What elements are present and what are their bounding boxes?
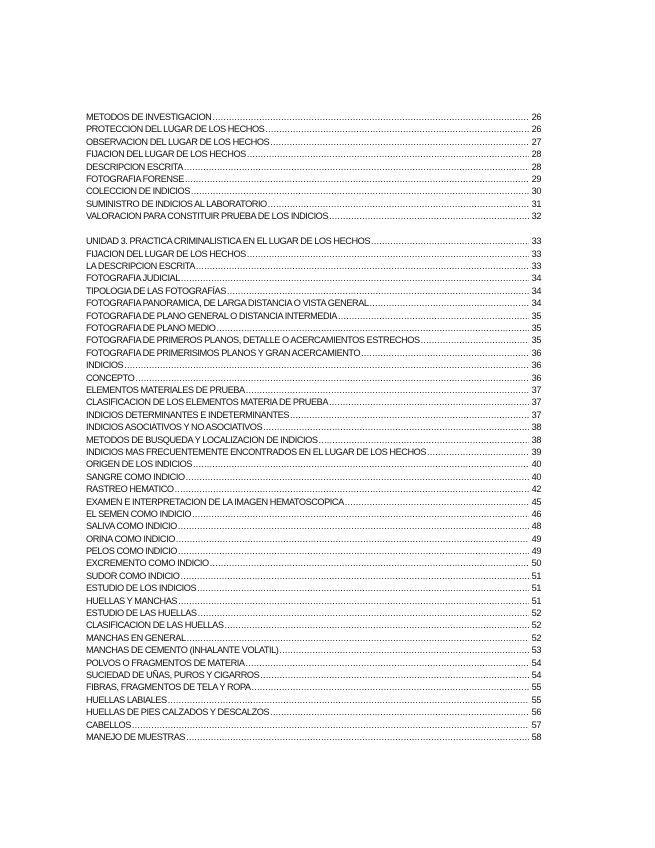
toc-entry-page-number: 52 <box>531 632 541 643</box>
toc-entry-title: COLECCION DE INDICIOS <box>86 186 190 197</box>
toc-entry <box>86 285 541 297</box>
toc-entry <box>86 272 541 284</box>
toc-entry-title: LA DESCRIPCION ESCRITA <box>86 261 195 272</box>
toc-group <box>86 111 541 223</box>
toc-dot-leader <box>290 409 529 421</box>
toc-entry <box>86 148 541 160</box>
toc-dot-leader <box>192 508 529 520</box>
toc-dot-leader <box>212 111 529 123</box>
toc-dot-leader <box>175 483 529 495</box>
toc-entry <box>86 235 541 247</box>
toc-entry <box>86 607 541 619</box>
toc-dot-leader <box>185 173 529 185</box>
toc-entry-page-number: 35 <box>531 323 541 334</box>
toc-dot-leader <box>265 123 529 135</box>
toc-entry <box>86 359 541 371</box>
table-of-contents <box>86 111 541 743</box>
toc-entry-page-number: 33 <box>531 236 541 247</box>
toc-entry <box>86 644 541 656</box>
toc-dot-leader <box>270 136 529 148</box>
toc-entry-page-number: 39 <box>531 446 541 457</box>
toc-dot-leader <box>338 310 529 322</box>
toc-dot-leader <box>180 570 529 582</box>
toc-entry-page-number: 58 <box>531 731 541 742</box>
toc-entry-title: INDICIOS ASOCIATIVOS Y NO ASOCIATIVOS <box>86 422 263 433</box>
toc-entry-page-number: 42 <box>531 484 541 495</box>
toc-entry <box>86 409 541 421</box>
toc-entry-page-number: 49 <box>531 546 541 557</box>
toc-entry <box>86 533 541 545</box>
toc-dot-leader <box>263 421 529 433</box>
toc-dot-leader <box>270 706 529 718</box>
toc-entry-page-number: 45 <box>531 496 541 507</box>
toc-entry-title: OBSERVACION DEL LUGAR DE LOS HECHOS <box>86 136 270 147</box>
toc-entry-title: FOTOGRAFIA PANORAMICA, DE LARGA DISTANCIA O VISTA GENERAL <box>86 298 369 309</box>
toc-entry <box>86 334 541 346</box>
toc-dot-leader <box>252 681 529 693</box>
toc-entry <box>86 706 541 718</box>
toc-entry <box>86 719 541 731</box>
toc-entry-title: SUMINISTRO DE INDICIOS AL LABORATORIO <box>86 198 267 209</box>
toc-entry-page-number: 53 <box>531 645 541 656</box>
toc-entry-page-number: 51 <box>531 583 541 594</box>
toc-entry-title: MANCHAS DE CEMENTO (INHALANTE VOLATIL) <box>86 645 279 656</box>
toc-entry <box>86 421 541 433</box>
toc-entry-title: HUELLAS Y MANCHAS <box>86 595 178 606</box>
toc-entry <box>86 297 541 309</box>
toc-entry-title: FOTOGRAFIA JUDICIAL <box>86 273 180 284</box>
toc-entry-page-number: 51 <box>531 595 541 606</box>
toc-entry-title: VALORACION PARA CONSTITUIR PRUEBA DE LOS INDICIOS <box>86 211 329 222</box>
toc-entry <box>86 384 541 396</box>
toc-entry <box>86 248 541 260</box>
toc-dot-leader <box>178 520 529 532</box>
toc-dot-leader <box>186 731 529 743</box>
toc-dot-leader <box>198 607 529 619</box>
toc-entry-page-number: 36 <box>531 360 541 371</box>
toc-dot-leader <box>184 161 529 173</box>
toc-entry-title: MANEJO DE MUESTRAS <box>86 731 186 742</box>
toc-entry <box>86 161 541 173</box>
toc-entry-page-number: 56 <box>531 707 541 718</box>
toc-entry-title: FIJACION DEL LUGAR DE LOS HECHOS <box>86 149 246 160</box>
toc-entry-page-number: 37 <box>531 409 541 420</box>
toc-entry <box>86 669 541 681</box>
toc-entry-page-number: 50 <box>531 558 541 569</box>
toc-dot-leader <box>124 359 529 371</box>
toc-dot-leader <box>371 235 529 247</box>
toc-entry <box>86 557 541 569</box>
toc-entry-title: EXCREMENTO COMO INDICIO <box>86 558 209 569</box>
toc-entry-page-number: 57 <box>531 719 541 730</box>
toc-entry-title: FOTOGRAFIA DE PRIMERISIMOS PLANOS Y GRAN ACERCAMIENTO <box>86 347 361 358</box>
toc-entry-title: CLASIFICACION DE LOS ELEMENTOS MATERIA DE PRUEBA <box>86 397 329 408</box>
toc-entry-page-number: 37 <box>531 397 541 408</box>
toc-entry-title: EL SEMEN COMO INDICIO <box>86 508 192 519</box>
toc-entry-page-number: 36 <box>531 372 541 383</box>
toc-entry-title: SUDOR COMO INDICIO <box>86 570 180 581</box>
toc-entry-page-number: 38 <box>531 434 541 445</box>
toc-entry <box>86 446 541 458</box>
toc-entry <box>86 458 541 470</box>
toc-group <box>86 235 541 743</box>
toc-entry <box>86 210 541 222</box>
toc-entry <box>86 632 541 644</box>
toc-entry-title: RASTREO HEMATICO <box>86 484 174 495</box>
toc-entry-title: HUELLAS DE PIES CALZADOS Y DESCALZOS <box>86 707 270 718</box>
toc-dot-leader <box>246 657 529 669</box>
toc-dot-leader <box>427 446 529 458</box>
toc-entry-title: POLVOS O FRAGMENTOS DE MATERIA <box>86 657 245 668</box>
toc-dot-leader <box>246 384 529 396</box>
toc-dot-leader <box>279 644 529 656</box>
toc-entry-page-number: 37 <box>531 384 541 395</box>
toc-entry-title: PELOS COMO INDICIO <box>86 546 177 557</box>
toc-entry <box>86 520 541 532</box>
toc-entry-title: CONCEPTO <box>86 372 135 383</box>
toc-dot-leader <box>181 272 529 284</box>
toc-entry <box>86 657 541 669</box>
toc-entry-title: SANGRE COMO INDICIO <box>86 471 185 482</box>
toc-entry <box>86 595 541 607</box>
toc-dot-leader <box>135 372 529 384</box>
toc-entry <box>86 322 541 334</box>
toc-entry-title: ORIGEN DE LOS INDICIOS <box>86 459 192 470</box>
toc-entry-page-number: 34 <box>531 298 541 309</box>
toc-dot-leader <box>186 471 529 483</box>
toc-entry-page-number: 38 <box>531 422 541 433</box>
toc-dot-leader <box>210 557 529 569</box>
toc-entry <box>86 136 541 148</box>
toc-dot-leader <box>247 148 529 160</box>
toc-entry-title: FOTOGRAFIA DE PLANO MEDIO <box>86 323 216 334</box>
toc-dot-leader <box>197 582 529 594</box>
toc-dot-leader <box>196 260 529 272</box>
toc-entry <box>86 483 541 495</box>
toc-dot-leader <box>319 434 529 446</box>
toc-entry <box>86 545 541 557</box>
toc-entry-page-number: 31 <box>531 198 541 209</box>
toc-dot-leader <box>191 185 529 197</box>
toc-entry-page-number: 40 <box>531 471 541 482</box>
toc-dot-leader <box>329 396 529 408</box>
toc-dot-leader <box>178 545 529 557</box>
toc-entry-title: FIJACION DEL LUGAR DE LOS HECHOS <box>86 248 246 259</box>
toc-entry <box>86 570 541 582</box>
toc-entry <box>86 173 541 185</box>
toc-entry-title: METODOS DE INVESTIGACION <box>86 111 212 122</box>
toc-entry-title: INDICIOS <box>86 360 124 371</box>
toc-entry-title: SUCIEDAD DE UÑAS, PUROS Y CIGARROS <box>86 669 260 680</box>
toc-entry <box>86 111 541 123</box>
toc-dot-leader <box>247 248 529 260</box>
toc-entry-page-number: 33 <box>531 261 541 272</box>
toc-entry-title: METODOS DE BUSQUEDA Y LOCALIZACION DE INDICIOS <box>86 434 318 445</box>
toc-dot-leader <box>268 198 529 210</box>
toc-entry <box>86 619 541 631</box>
toc-entry-title: INDICIOS MAS FRECUENTEMENTE ENCONTRADOS EN EL LUGAR DE LOS HECHOS <box>86 446 427 457</box>
toc-entry-title: INDICIOS DETERMINANTES E INDETERMINANTES <box>86 409 290 420</box>
toc-entry-title: ORINA COMO INDICIO <box>86 533 175 544</box>
toc-entry-page-number: 33 <box>531 248 541 259</box>
toc-entry-title: ESTUDIO DE LOS INDICIOS <box>86 583 197 594</box>
toc-entry-title: EXAMEN E INTERPRETACION DE LA IMAGEN HEMATOSCOPICA <box>86 496 344 507</box>
toc-dot-leader <box>187 632 529 644</box>
toc-entry <box>86 496 541 508</box>
toc-entry <box>86 731 541 743</box>
toc-entry <box>86 198 541 210</box>
toc-entry-page-number: 54 <box>531 657 541 668</box>
toc-entry-page-number: 54 <box>531 669 541 680</box>
toc-dot-leader <box>225 619 529 631</box>
toc-entry-title: FOTOGRAFIA FORENSE <box>86 173 184 184</box>
toc-entry <box>86 260 541 272</box>
toc-entry-page-number: 28 <box>531 149 541 160</box>
toc-entry <box>86 681 541 693</box>
toc-entry-page-number: 49 <box>531 533 541 544</box>
toc-dot-leader <box>193 458 529 470</box>
toc-entry <box>86 396 541 408</box>
toc-entry <box>86 372 541 384</box>
toc-entry-title: FOTOGRAFIA DE PLANO GENERAL O DISTANCIA INTERMEDIA <box>86 310 337 321</box>
toc-dot-leader <box>168 694 529 706</box>
toc-dot-leader <box>345 496 529 508</box>
toc-entry <box>86 310 541 322</box>
toc-entry-title: FIBRAS, FRAGMENTOS DE TELA Y ROPA <box>86 682 251 693</box>
toc-entry-page-number: 35 <box>531 335 541 346</box>
toc-entry-title: ESTUDIO DE LAS HUELLAS <box>86 608 197 619</box>
toc-entry-page-number: 51 <box>531 570 541 581</box>
toc-entry-page-number: 26 <box>531 111 541 122</box>
toc-entry <box>86 123 541 135</box>
toc-entry-page-number: 28 <box>531 161 541 172</box>
toc-entry-title: HUELLAS LABIALES <box>86 694 167 705</box>
toc-entry <box>86 471 541 483</box>
toc-entry-page-number: 55 <box>531 682 541 693</box>
toc-dot-leader <box>216 322 529 334</box>
toc-entry-title: FOTOGRAFIA DE PRIMEROS PLANOS, DETALLE O ACERCAMIENTOS ESTRECHOS <box>86 335 420 346</box>
toc-entry <box>86 434 541 446</box>
toc-dot-leader <box>370 297 529 309</box>
toc-entry <box>86 508 541 520</box>
toc-entry <box>86 582 541 594</box>
toc-entry-page-number: 26 <box>531 124 541 135</box>
toc-dot-leader <box>178 595 529 607</box>
toc-entry <box>86 694 541 706</box>
toc-dot-leader <box>361 347 529 359</box>
toc-entry <box>86 185 541 197</box>
toc-dot-leader <box>329 210 529 222</box>
toc-entry-title: DESCRIPCION ESCRITA <box>86 161 183 172</box>
toc-entry-title: SALIVA COMO INDICIO <box>86 521 177 532</box>
toc-dot-leader <box>176 533 529 545</box>
toc-entry-title: CLASIFICACION DE LAS HUELLAS <box>86 620 224 631</box>
toc-entry-page-number: 36 <box>531 347 541 358</box>
toc-entry-page-number: 34 <box>531 273 541 284</box>
toc-entry-page-number: 32 <box>531 211 541 222</box>
toc-dot-leader <box>260 669 529 681</box>
toc-entry-page-number: 40 <box>531 459 541 470</box>
toc-entry-page-number: 27 <box>531 136 541 147</box>
toc-entry-title: ELEMENTOS MATERIALES DE PRUEBA <box>86 384 245 395</box>
toc-entry-page-number: 52 <box>531 620 541 631</box>
toc-entry-page-number: 52 <box>531 608 541 619</box>
toc-entry-page-number: 34 <box>531 285 541 296</box>
toc-entry-page-number: 30 <box>531 186 541 197</box>
toc-entry-page-number: 48 <box>531 521 541 532</box>
toc-entry-page-number: 55 <box>531 694 541 705</box>
toc-entry-title: MANCHAS EN GENERAL <box>86 632 186 643</box>
toc-entry <box>86 347 541 359</box>
toc-dot-leader <box>132 719 529 731</box>
toc-entry-title: TIPOLOGIA DE LAS FOTOGRAFÍAS <box>86 285 226 296</box>
toc-entry-title: UNIDAD 3. PRACTICA CRIMINALISTICA EN EL LUGAR DE LOS HECHOS <box>86 236 371 247</box>
toc-entry-page-number: 46 <box>531 508 541 519</box>
toc-dot-leader <box>227 285 529 297</box>
toc-dot-leader <box>421 334 529 346</box>
toc-entry-page-number: 35 <box>531 310 541 321</box>
toc-entry-title: CABELLOS <box>86 719 131 730</box>
toc-entry-title: PROTECCION DEL LUGAR DE LOS HECHOS <box>86 124 265 135</box>
toc-entry-page-number: 29 <box>531 173 541 184</box>
